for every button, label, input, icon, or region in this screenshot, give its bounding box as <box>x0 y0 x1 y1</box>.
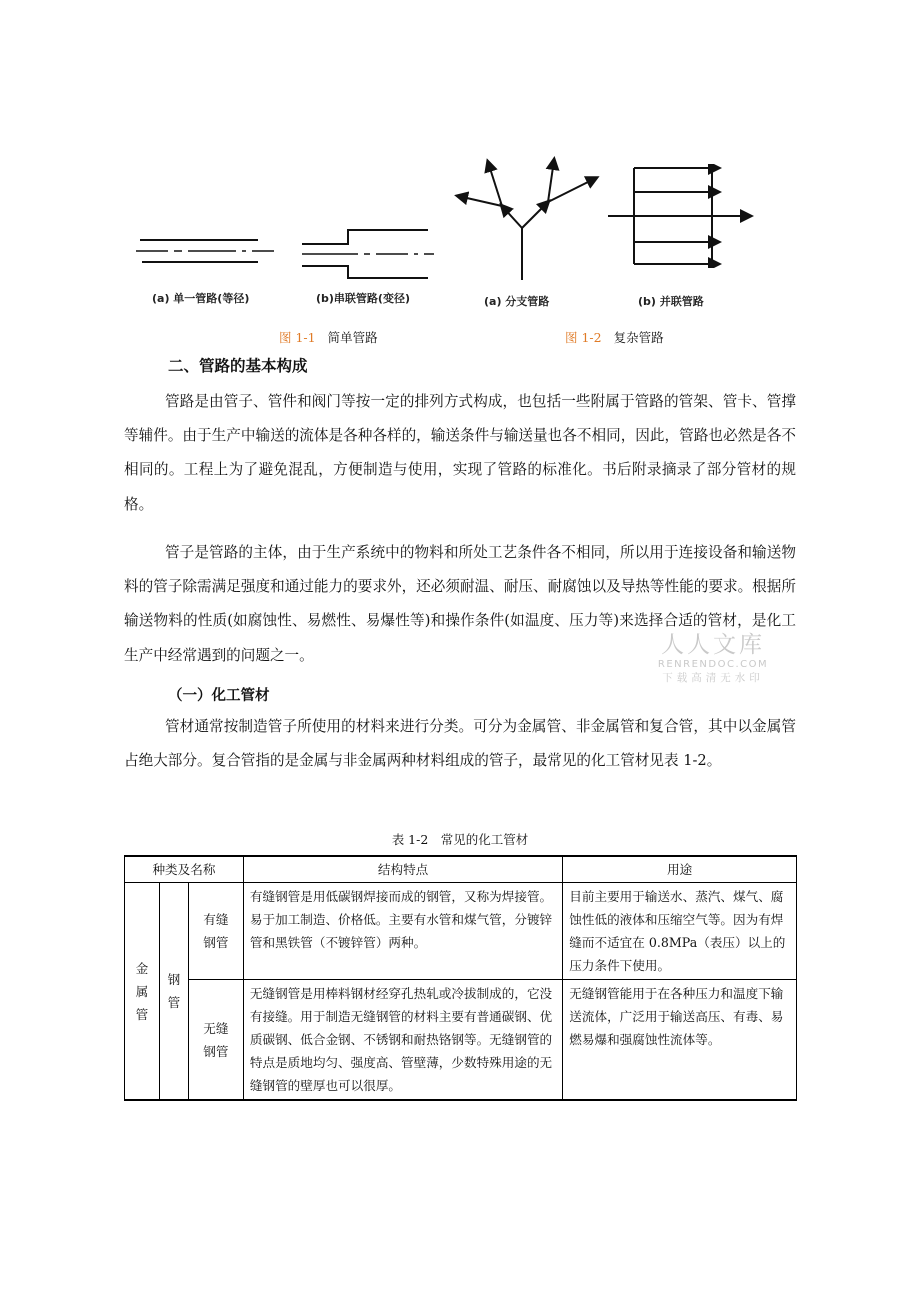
figure1-caption-text: 简单管路 <box>327 330 378 345</box>
fig1-sub-b-label: (b)串联管路(变径) <box>316 292 410 305</box>
paragraph-3: 管材通常按制造管子所使用的材料来进行分类。可分为金属管、非金属管和复合管，其中以金属管占绝大部分。复合管指的是金属与非金属两种材料组成的管子，最常见的化工管材见表 1-2。 <box>124 718 796 770</box>
row-name-cell <box>188 883 243 980</box>
header-structure: 结构特点 <box>243 856 562 883</box>
watermark-slogan: 下载高清无水印 <box>662 672 764 684</box>
table-caption: 表 1-2 常见的化工管材 <box>391 832 529 847</box>
watermark-title: 人人文库 <box>661 632 765 658</box>
fig2-sub-a-label: (a) 分支管路 <box>484 295 550 308</box>
figure1-caption <box>279 328 378 346</box>
row-name-cell <box>188 980 243 1101</box>
subgroup-label: 钢管 <box>167 972 181 1010</box>
group-label: 金属管 <box>135 960 149 1022</box>
row-usage: 目前主要用于输送水、蒸汽、煤气、腐蚀性低的液体和压缩空气等。因为有焊缝而不适宜在 0.8MPa（表压）以上的压力条件下使用。 <box>563 883 797 980</box>
parallel-pipe-diagram <box>606 164 756 268</box>
subsection-title: （一）化工管材 <box>168 688 270 704</box>
group-cell <box>125 883 160 1101</box>
section-title: 二、管路的基本构成 <box>168 357 308 375</box>
row-name: 无缝钢管 <box>203 1020 229 1059</box>
paragraph-1: 管路是由管子、管件和阀门等按一定的排列方式构成，也包括一些附属于管路的管架、管卡、管撑等辅件。由于生产中输送的流体是各种各样的，输送条件与输送量也各不相同，因此，管路也必然是各不相同的。工程上为了避免混乱，方便制造与使用，实现了管路的标准化。书后附录摘录了部分管材的规格。 <box>124 393 796 513</box>
figure2-caption-text: 复杂管路 <box>613 330 664 345</box>
pipe-materials-table <box>124 855 797 1101</box>
table-row <box>125 883 797 980</box>
watermark-url: RENRENDOC.COM <box>657 659 769 670</box>
branch-pipe-diagram <box>452 156 602 282</box>
figure2-caption <box>565 328 664 346</box>
fig2-sub-b-label: (b) 并联管路 <box>638 295 704 308</box>
figure2-caption-number: 图 1-2 <box>565 330 602 345</box>
header-category: 种类及名称 <box>125 856 244 883</box>
table-row <box>125 980 797 1101</box>
header-usage: 用途 <box>563 856 797 883</box>
figure1-caption-number: 图 1-1 <box>279 330 316 345</box>
row-name: 有缝钢管 <box>203 912 229 950</box>
row-structure: 有缝钢管是用低碳钢焊接而成的钢管，又称为焊接管。易于加工制造、价格低。主要有水管和煤气管，分镀锌管和黑铁管（不镀锌管）两种。 <box>243 883 562 980</box>
row-usage: 无缝钢管能用于在各种压力和温度下输送流体，广泛用于输送高压、有毒、易燃易爆和强腐蚀性流体等。 <box>563 980 797 1101</box>
table-header-row <box>125 856 797 883</box>
subgroup-cell <box>159 883 188 1101</box>
watermark <box>646 626 780 685</box>
fig1-sub-a-label: (a) 单一管路(等径) <box>152 292 250 305</box>
row-structure: 无缝钢管是用棒料钢材经穿孔热轧或冷拔制成的，它没有接缝。用于制造无缝钢管的材料主要有普通碳钢、优质碳钢、低合金钢、不锈钢和耐热铬钢等。无缝钢管的特点是质地均匀、强度高、管壁薄，少数特殊用途的无缝钢管的壁厚也可以很厚。 <box>243 980 562 1101</box>
single-pipe-diagram <box>136 232 276 272</box>
paragraph-2: 管子是管路的主体，由于生产系统中的物料和所处工艺条件各不相同，所以用于连接设备和输送物料的管子除需满足强度和通过能力的要求外，还必须耐温、耐压、耐腐蚀以及导热等性能的要求。根据所输送物料的性质(如腐蚀性、易燃性、易爆性等)和操作条件(如温度、压力等)来选择合适的管材，是化工生产中经常遇到的问题之一。 <box>124 544 796 664</box>
series-pipe-diagram <box>298 226 438 282</box>
